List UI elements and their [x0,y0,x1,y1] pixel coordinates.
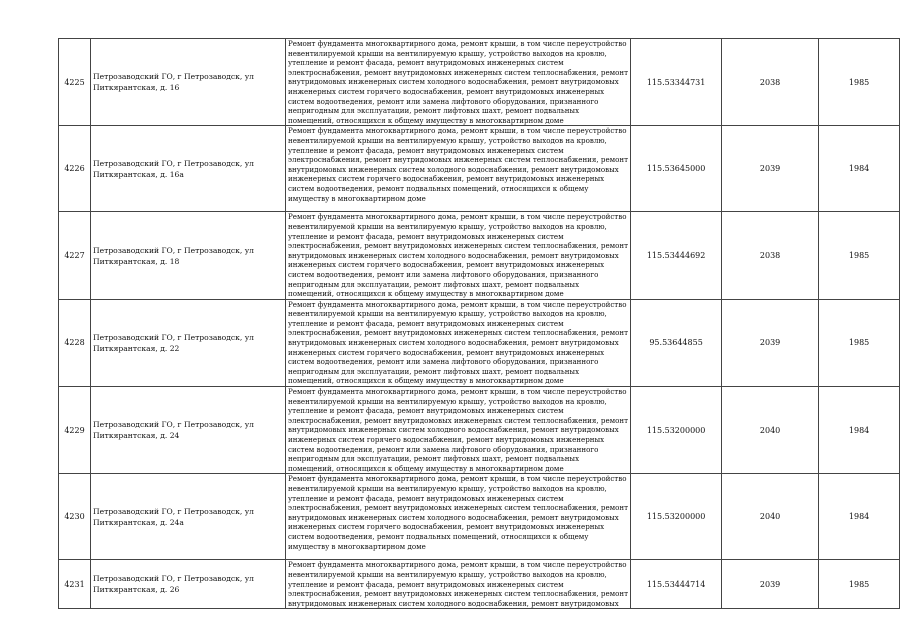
row-number: 4231 [59,560,91,609]
house-address: Петрозаводский ГО, г Петрозаводск, ул Питкярантская, д. 16а [91,126,286,212]
repair-cost: 115.53344731 [631,39,722,126]
work-line: внутридомовых инженерных систем холодного водоснабжения, ремонт внутридомовых [288,250,619,260]
row-number: 4228 [59,299,91,386]
work-line: внутридомовых инженерных систем холодного водоснабжения, ремонт внутридомовых [288,598,619,608]
work-line: помещений, относящихся к общему имуществу в многоквартирном доме [288,289,564,299]
work-line: непригодным для эксплуатации, ремонт лифтовых шахт, ремонт подвальных [288,366,580,376]
house-address: Петрозаводский ГО, г Петрозаводск, ул Питкярантская, д. 22 [91,299,286,386]
work-list [286,212,631,299]
work-line: систем водоотведения, ремонт или замена лифтового оборудования, признанного [288,269,599,279]
work-list [286,299,631,386]
build-year: 1984 [819,474,900,560]
work-line: утепление и ремонт фасада, ремонт внутридомовых инженерных систем [288,145,564,155]
work-line: внутридомовых инженерных систем холодного водоснабжения, ремонт внутридомовых [288,164,619,174]
house-address: Петрозаводский ГО, г Петрозаводск, ул Питкярантская, д. 18 [91,212,286,299]
work-line: непригодным для эксплуатации, ремонт лифтовых шахт, ремонт подвальных [288,454,580,464]
planned-year: 2038 [722,39,819,126]
table-row [59,387,900,474]
work-line: утепление и ремонт фасада, ремонт внутридомовых инженерных систем [288,231,564,241]
work-line: невентилируемой крыши на вентилируемую крышу, устройство выходов на кровлю, [288,48,607,58]
work-line: Ремонт фундамента многоквартирного дома, ремонт крыши, в том числе переустройство [288,560,627,570]
planned-year: 2039 [722,560,819,609]
work-line: невентилируемой крыши на вентилируемую крышу, устройство выходов на кровлю, [288,483,607,493]
work-list [286,39,631,126]
work-line: инженерных систем горячего водоснабжения, ремонт внутридомовых инженерных [288,347,605,357]
work-line: внутридомовых инженерных систем холодного водоснабжения, ремонт внутридомовых [288,425,619,435]
planned-year: 2038 [722,212,819,299]
work-line: непригодным для эксплуатации, ремонт лифтовых шахт, ремонт подвальных [288,279,580,289]
work-line: инженерных систем горячего водоснабжения, ремонт внутридомовых инженерных [288,260,605,270]
house-address: Петрозаводский ГО, г Петрозаводск, ул Питкярантская, д. 24а [91,474,286,560]
work-line: внутридомовых инженерных систем холодного водоснабжения, ремонт внутридомовых [288,77,619,87]
table-row [59,560,900,609]
work-line: помещений, относящихся к общему имуществу в многоквартирном доме [288,376,564,386]
repair-cost: 115.53444692 [631,212,722,299]
row-number: 4225 [59,39,91,126]
work-line: внутридомовых инженерных систем холодного водоснабжения, ремонт внутридомовых [288,338,619,348]
work-line: утепление и ремонт фасада, ремонт внутридомовых инженерных систем [288,318,564,328]
work-line: невентилируемой крыши на вентилируемую крышу, устройство выходов на кровлю, [288,135,607,145]
house-address: Петрозаводский ГО, г Петрозаводск, ул Питкярантская, д. 26 [91,560,286,609]
work-line: внутридомовых инженерных систем холодного водоснабжения, ремонт внутридомовых [288,512,619,522]
table-row [59,126,900,212]
work-line: Ремонт фундамента многоквартирного дома, ремонт крыши, в том числе переустройство [288,126,627,136]
work-line: электроснабжения, ремонт внутридомовых инженерных систем теплоснабжения, ремонт [288,589,629,599]
work-line: имуществу в многоквартирном доме [288,541,426,551]
build-year: 1985 [819,212,900,299]
table-row [59,299,900,386]
work-list [286,560,631,609]
work-line: систем водоотведения, ремонт подвальных помещений, относящихся к общему [288,531,589,541]
repair-cost: 115.53200000 [631,387,722,474]
work-list [286,474,631,560]
build-year: 1984 [819,126,900,212]
work-line: электроснабжения, ремонт внутридомовых инженерных систем теплоснабжения, ремонт [288,328,629,338]
work-list [286,126,631,212]
work-line: имуществу в многоквартирном доме [288,193,426,203]
work-line: инженерных систем горячего водоснабжения, ремонт внутридомовых инженерных [288,522,605,532]
work-line: систем водоотведения, ремонт или замена лифтового оборудования, признанного [288,96,599,106]
build-year: 1985 [819,39,900,126]
work-line: Ремонт фундамента многоквартирного дома, ремонт крыши, в том числе переустройство [288,387,627,397]
work-line: Ремонт фундамента многоквартирного дома, ремонт крыши, в том числе переустройство [288,299,627,309]
work-line: Ремонт фундамента многоквартирного дома, ремонт крыши, в том числе переустройство [288,212,627,222]
repair-cost: 115.53444714 [631,560,722,609]
build-year: 1984 [819,387,900,474]
work-line: инженерных систем горячего водоснабжения, ремонт внутридомовых инженерных [288,86,605,96]
table-row [59,474,900,560]
work-line: невентилируемой крыши на вентилируемую крышу, устройство выходов на кровлю, [288,396,607,406]
work-line: Ремонт фундамента многоквартирного дома, ремонт крыши, в том числе переустройство [288,39,627,48]
table-body [59,39,900,609]
planned-year: 2039 [722,126,819,212]
work-line: инженерных систем горячего водоснабжения, ремонт внутридомовых инженерных [288,174,605,184]
work-line: помещений, относящихся к общему имуществу в многоквартирном доме [288,463,564,473]
work-line: Ремонт фундамента многоквартирного дома, ремонт крыши, в том числе переустройство [288,474,627,484]
work-line: утепление и ремонт фасада, ремонт внутридомовых инженерных систем [288,579,564,589]
work-line: электроснабжения, ремонт внутридомовых инженерных систем теплоснабжения, ремонт [288,67,629,77]
work-line: электроснабжения, ремонт внутридомовых инженерных систем теплоснабжения, ремонт [288,503,629,513]
work-line: непригодным для эксплуатации, ремонт лифтовых шахт, ремонт подвальных [288,106,580,116]
work-line: систем водоотведения, ремонт или замена лифтового оборудования, признанного [288,357,599,367]
work-line: невентилируемой крыши на вентилируемую крышу, устройство выходов на кровлю, [288,221,607,231]
table-row [59,212,900,299]
house-address: Петрозаводский ГО, г Петрозаводск, ул Питкярантская, д. 16 [91,39,286,126]
work-line: систем водоотведения, ремонт подвальных помещений, относящихся к общему [288,183,589,193]
work-list [286,387,631,474]
planned-year: 2040 [722,474,819,560]
work-line: систем водоотведения, ремонт или замена лифтового оборудования, признанного [288,444,599,454]
work-line: помещений, относящихся к общему имуществу в многоквартирном доме [288,115,564,125]
build-year: 1985 [819,560,900,609]
table-row [59,39,900,126]
capital-repair-table [58,38,900,609]
work-line: утепление и ремонт фасада, ремонт внутридомовых инженерных систем [288,406,564,416]
row-number: 4229 [59,387,91,474]
row-number: 4226 [59,126,91,212]
row-number: 4230 [59,474,91,560]
work-line: электроснабжения, ремонт внутридомовых инженерных систем теплоснабжения, ремонт [288,241,629,251]
work-line: невентилируемой крыши на вентилируемую крышу, устройство выходов на кровлю, [288,309,607,319]
work-line: инженерных систем горячего водоснабжения, ремонт внутридомовых инженерных [288,435,605,444]
planned-year: 2039 [722,299,819,386]
work-line: электроснабжения, ремонт внутридомовых инженерных систем теплоснабжения, ремонт [288,155,629,165]
repair-cost: 115.53645000 [631,126,722,212]
build-year: 1985 [819,299,900,386]
repair-cost: 115.53200000 [631,474,722,560]
house-address: Петрозаводский ГО, г Петрозаводск, ул Питкярантская, д. 24 [91,387,286,474]
work-line: невентилируемой крыши на вентилируемую крышу, устройство выходов на кровлю, [288,569,607,579]
work-line: утепление и ремонт фасада, ремонт внутридомовых инженерных систем [288,58,564,68]
planned-year: 2040 [722,387,819,474]
repair-cost: 95.53644855 [631,299,722,386]
row-number: 4227 [59,212,91,299]
work-line: электроснабжения, ремонт внутридомовых инженерных систем теплоснабжения, ремонт [288,415,629,425]
work-line: утепление и ремонт фасада, ремонт внутридомовых инженерных систем [288,493,564,503]
